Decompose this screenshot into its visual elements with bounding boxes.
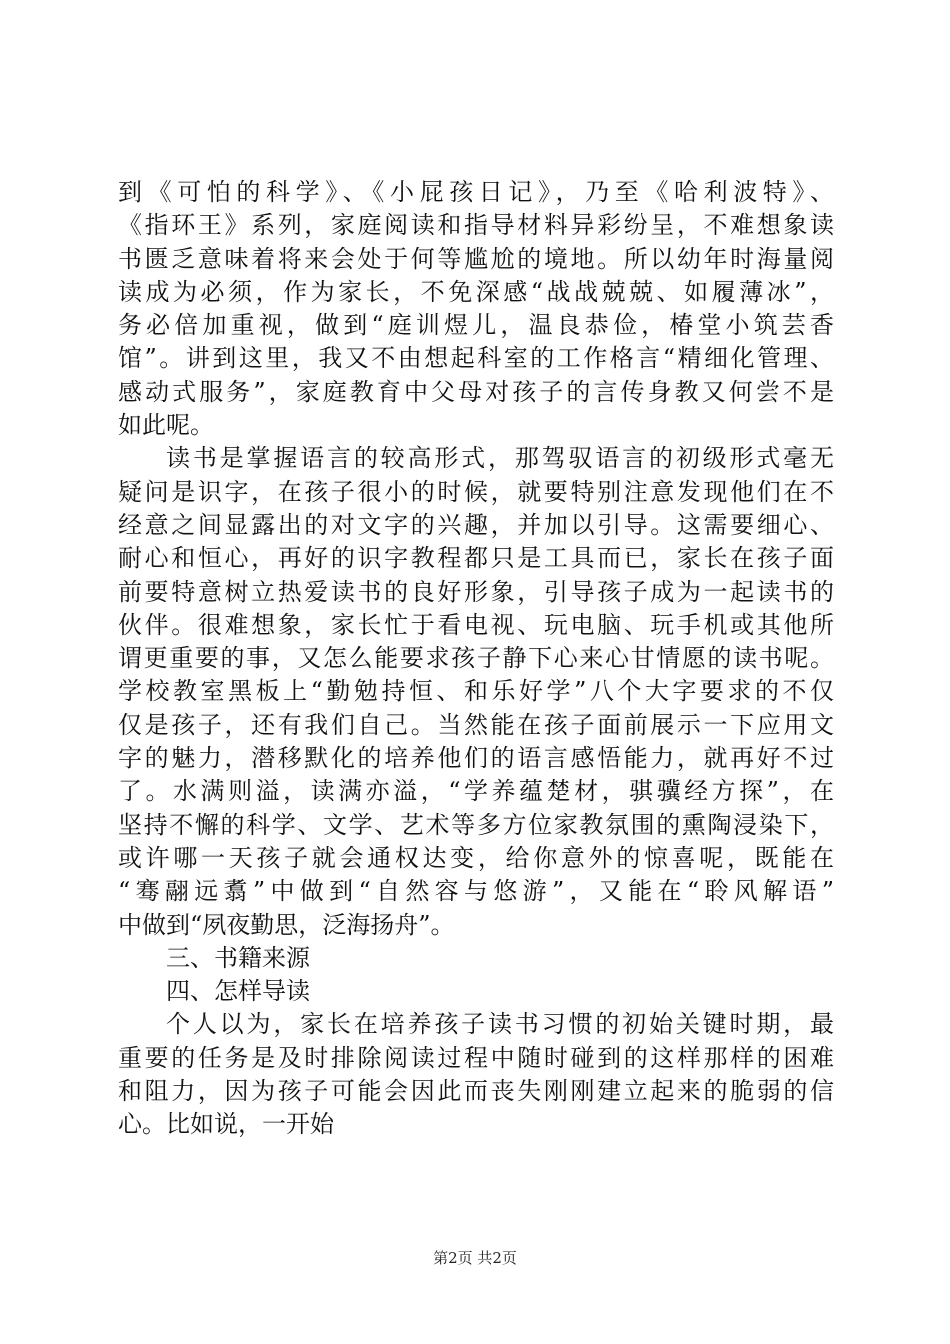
paragraph-1-line-7: 感动式服务”，家庭教育中父母对孩子的言传身教又何尝不是: [118, 377, 834, 406]
paragraph-1-line-8: 如此呢。: [118, 411, 214, 440]
paragraph-2-line-2: 疑问是识字，在孩子很小的时候，就要特别注意发现他们在不: [118, 477, 834, 506]
paragraph-3-line-2: 重要的任务是及时排除阅读过程中随时碰到的这样那样的困难: [118, 1043, 834, 1072]
paragraph-2-line-9: 仅是孩子，还有我们自己。当然能在孩子面前展示一下应用文: [118, 710, 834, 739]
paragraph-2-line-8: 学校教室黑板上“勤勉持恒、和乐好学”八个大字要求的不仅: [118, 677, 834, 706]
paragraph-2-line-13: 或许哪一天孩子就会通权达变，给你意外的惊喜呢，既能在: [118, 843, 834, 872]
paragraph-1-line-1: 到《可怕的科学》、《小屁孩日记》，乃至《哈利波特》、: [118, 178, 834, 206]
paragraph-2-line-15: 中做到“夙夜勤思，泛海扬舟”。: [118, 910, 455, 939]
paragraph-3-line-4: 心。比如说，一开始: [118, 1110, 334, 1139]
paragraph-2-line-10: 字的魅力，潜移默化的培养他们的语言感悟能力，就再好不过: [118, 744, 834, 773]
paragraph-1-line-5: 务必倍加重视，做到“庭训煜儿，温良恭俭，椿堂小筑芸香: [118, 311, 834, 340]
paragraph-2-line-7: 谓更重要的事，又怎么能要求孩子静下心来心甘情愿的读书呢。: [118, 644, 834, 673]
paragraph-3-line-1: 个人以为，家长在培养孩子读书习惯的初始关键时期，最: [166, 1010, 834, 1039]
paragraph-2-line-6: 伙伴。很难想象，家长忙于看电视、玩电脑、玩手机或其他所: [118, 610, 834, 639]
paragraph-2-line-5: 前要特意树立热爱读书的良好形象，引导孩子成为一起读书的: [118, 577, 834, 606]
paragraph-1-line-6: 馆”。讲到这里，我又不由想起科室的工作格言“精细化管理、: [118, 344, 834, 373]
paragraph-1-line-3: 书匮乏意味着将来会处于何等尴尬的境地。所以幼年时海量阅: [118, 244, 834, 273]
paragraph-2-line-11: 了。水满则溢，读满亦溢，“学养蕴楚材，骐骥经方探”，在: [118, 777, 834, 806]
paragraph-2-line-3: 经意之间显露出的对文字的兴趣，并加以引导。这需要细心、: [118, 510, 834, 539]
document-body: [118, 176, 834, 1142]
paragraph-1-line-2: 《指环王》系列，家庭阅读和指导材料异彩纷呈，不难想象读: [118, 211, 834, 240]
page-number-footer: 第2页 共2页: [433, 1249, 517, 1267]
paragraph-2-line-12: 坚持不懈的科学、文学、艺术等多方位家教氛围的熏陶浸染下，: [118, 810, 834, 839]
paragraph-2-line-4: 耐心和恒心，再好的识字教程都只是工具而已，家长在孩子面: [118, 544, 834, 573]
paragraph-1-line-4: 读成为必须，作为家长，不免深感“战战兢兢、如履薄冰”，: [118, 277, 834, 306]
paragraph-2-line-14: “骞翮远翥”中做到“自然容与悠游”，又能在“聆风解语”: [118, 877, 834, 906]
section-heading-book-sources: 三、书籍来源: [166, 943, 310, 972]
paragraph-3-line-3: 和阻力，因为孩子可能会因此而丧失刚刚建立起来的脆弱的信: [118, 1077, 834, 1106]
paragraph-2-line-1: 读书是掌握语言的较高形式，那驾驭语言的初级形式毫无: [166, 444, 834, 473]
section-heading-reading-guidance: 四、怎样导读: [166, 977, 310, 1006]
